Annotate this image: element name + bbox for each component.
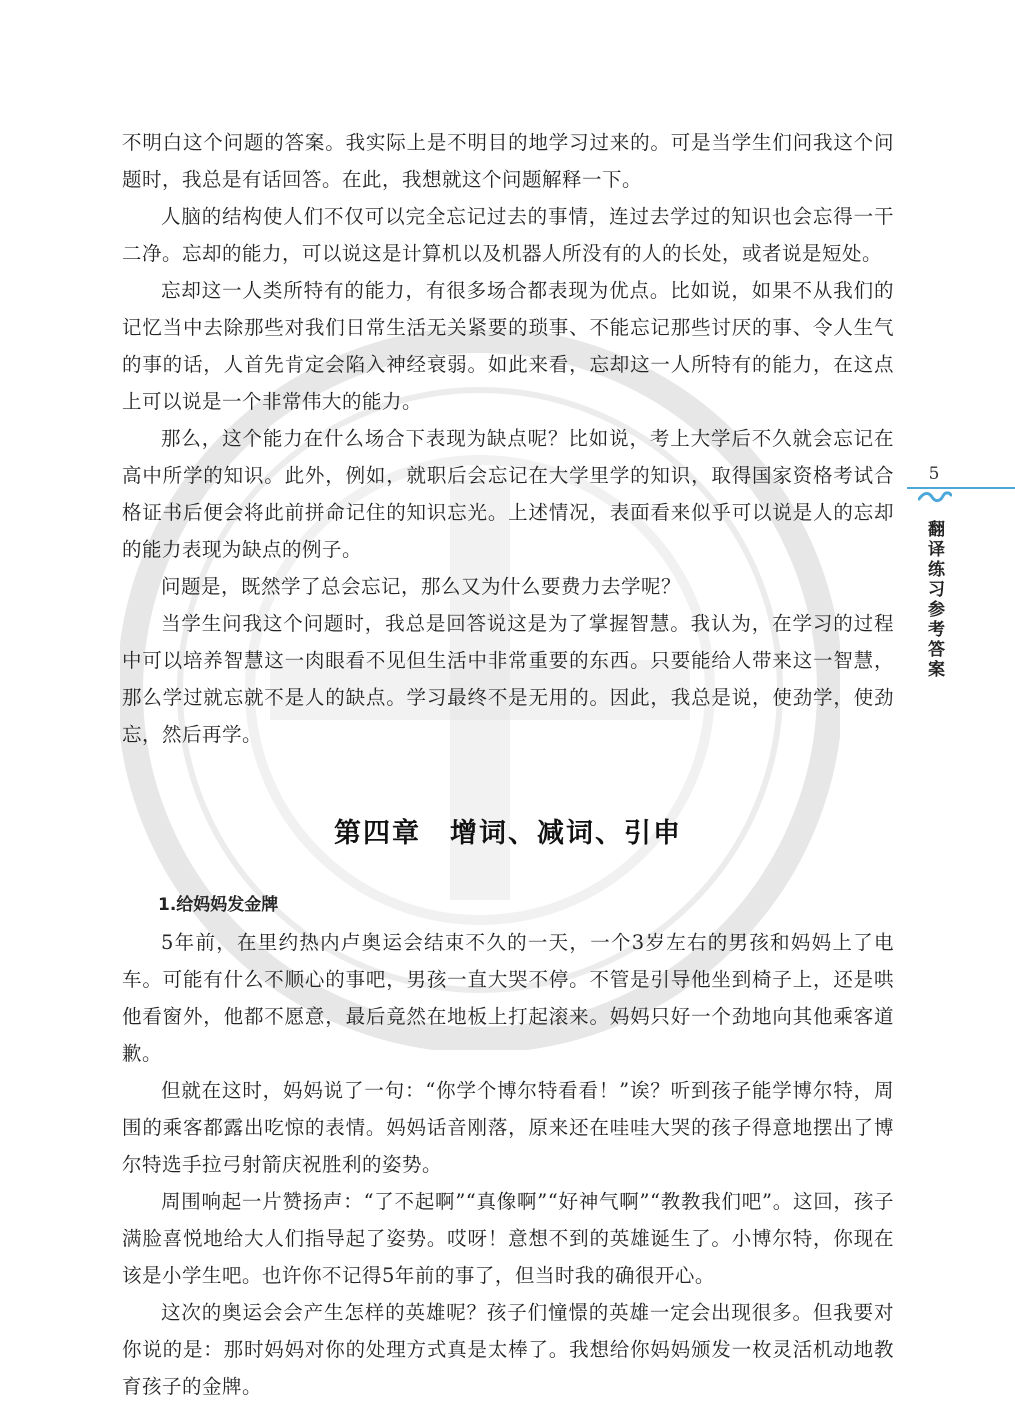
page-number: 5: [928, 464, 940, 484]
paragraph: 但就在这时，妈妈说了一句：“你学个博尔特看看！”诶？听到孩子能学博尔特，周围的乘客都露出吃惊的表情。妈妈话音刚落，原来还在哇哇大哭的孩子得意地摆出了博尔特选手拉弓射箭庆祝胜利的姿势。: [122, 1079, 894, 1176]
paragraph: 周围响起一片赞扬声：“了不起啊”“真像啊”“好神气啊”“教教我们吧”。这回，孩子满脸喜悦地给大人们指导起了姿势。哎呀！意想不到的英雄诞生了。小博尔特，你现在该是小学生吧。也许你不记得5年前的事了，但当时我的确很开心。: [122, 1190, 894, 1287]
chapter-title: 第四章 增词、减词、引申: [334, 818, 682, 849]
page-body: [122, 124, 894, 1405]
tab-divider-line: [907, 487, 1015, 489]
wave-icon: [918, 490, 952, 504]
paragraph: 5年前，在里约热内卢奥运会结束不久的一天，一个3岁左右的男孩和妈妈上了电车。可能有什么不顺心的事吧，男孩一直大哭不停。不管是引导他坐到椅子上，还是哄他看窗外，他都不愿意，最后竟然在地板上打起滚来。妈妈只好一个劲地向其他乘客道歉。: [122, 931, 894, 1065]
side-section-label: 翻译练习参考答案: [924, 520, 944, 680]
paragraph: 问题是，既然学了总会忘记，那么又为什么要费力去学呢？: [161, 575, 682, 598]
paragraph: 不明白这个问题的答案。我实际上是不明目的地学习过来的。可是当学生们问我这个问题时，我总是有话回答。在此，我想就这个问题解释一下。: [122, 131, 894, 191]
paragraph: 当学生问我这个问题时，我总是回答说这是为了掌握智慧。我认为，在学习的过程中可以培养智慧这一肉眼看不见但生活中非常重要的东西。只要能给人带来这一智慧，那么学过就忘就不是人的缺点。学习最终不是无用的。因此，我总是说，使劲学，使劲忘，然后再学。: [122, 612, 894, 746]
side-tab: [907, 464, 1015, 694]
section-heading: 1.给妈妈发金牌: [158, 895, 279, 915]
paragraph: 那么，这个能力在什么场合下表现为缺点呢？比如说，考上大学后不久就会忘记在高中所学的知识。此外，例如，就职后会忘记在大学里学的知识，取得国家资格考试合格证书后便会将此前拼命记住的知识忘光。上述情况，表面看来似乎可以说是人的忘却的能力表现为缺点的例子。: [122, 427, 894, 561]
paragraph: 这次的奥运会会产生怎样的英雄呢？孩子们憧憬的英雄一定会出现很多。但我要对你说的是：那时妈妈对你的处理方式真是太棒了。我想给你妈妈颁发一枚灵活机动地教育孩子的金牌。: [122, 1301, 894, 1398]
paragraph: 人脑的结构使人们不仅可以完全忘记过去的事情，连过去学过的知识也会忘得一干二净。忘却的能力，可以说这是计算机以及机器人所没有的人的长处，或者说是短处。: [122, 205, 894, 265]
paragraph: 忘却这一人类所特有的能力，有很多场合都表现为优点。比如说，如果不从我们的记忆当中去除那些对我们日常生活无关紧要的琐事、不能忘记那些讨厌的事、令人生气的事的话，人首先肯定会陷入神经衰弱。如此来看，忘却这一人所特有的能力，在这点上可以说是一个非常伟大的能力。: [122, 279, 894, 413]
